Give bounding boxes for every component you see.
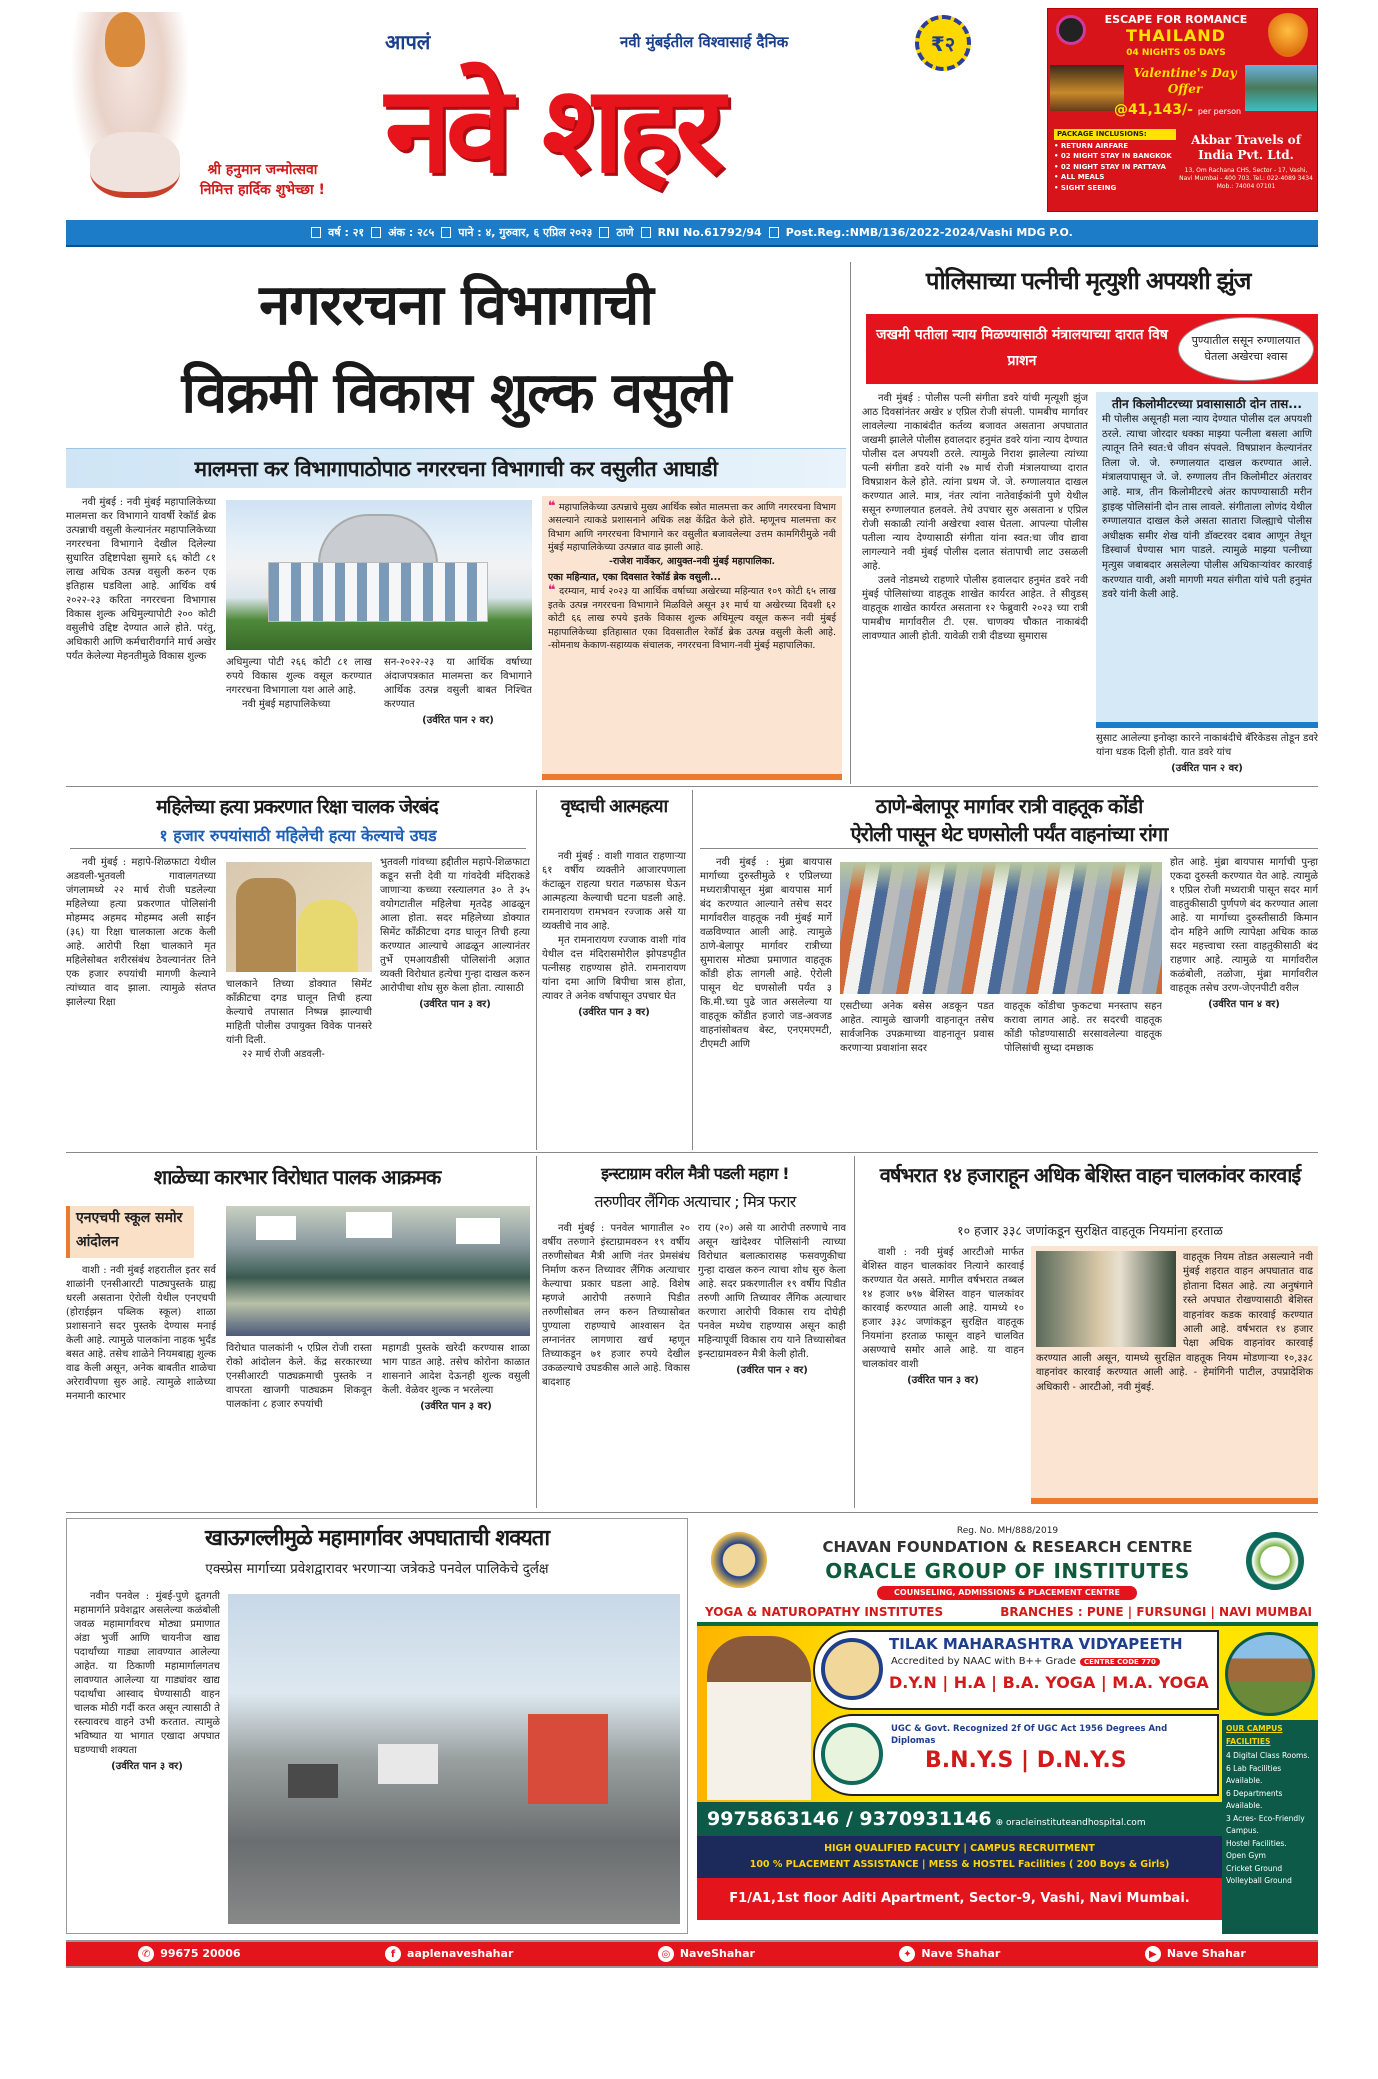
rickshaw-headline[interactable]: महिलेच्या हत्या प्रकरणात रिक्षा चालक जेरबंद	[156, 796, 438, 818]
rto-headline[interactable]: वर्षभरात १४ हजाराहून अधिक बेशिस्त वाहन चालकांवर कारवाई	[879, 1163, 1301, 1187]
police-body: नवी मुंबई : पोलीस पत्नी संगीता डवरे यांची मृत्यूशी झुंज आठ दिवसांनंतर अखेर ४ एप्रिल रोजी संपली. पामबीच मार्गावर लावलेल्या नाकाबंदीत कर्तव्य बजावत असताना अपघातात जखमी झालेले पोलीस हवालदार हनुमंत डवरे यांना न्याय देण्यात पोलीस दल अपयशी ठरले. त्यामुळे निराश झालेल्या त्यांच्या पत्नी संगीता डवरे यांनी २७ मार्च रोजी मंत्रालयाच्या दारात विषप्राशन केले होते. त्यांना प्रथम जे. जे. रुग्णालयात दाखल करण्यात आले. मात्र, नंतर त्यांना नातेवाईकांनी पुणे येथील ससून रुग्णालयात हलवले. तेथे उपचार सुरु असताना ४ एप्रिल रोजी सकाळी त्यांनी अखेरचा श्वास घेतला. आपल्या पोलीस पतीला न्याय देण्यासाठी संगीता यांना स्वत:चा जीव द्यावा लागल्याने नवी मुंबई पोलीस दलात संतापाची लाट उसळली आहे. उलवे नोडमध्ये राहणारे पोलीस हवालदार हनुमंत डवरे नवी मुंबई पोलिसांच्या वाहतूक शाखेत कार्यरत आहेत. ते सीवुडस् वाहतूक शाखेत कार्यरत असताना १२ फेब्रुवारी २०२३ च्या रात्री पामबीच मार्गावरील टी. एस. चाणक्य चौकात नाकाबंदी लावण्यात आली होती. यावेळी रात्री दीडच्या सुमारास	[862, 393, 1088, 642]
lead-column-1: नवी मुंबई : नवी मुंबई महापालिकेच्या मालमत्ता कर विभागाने यावर्षी रेकॉर्ड ब्रेक उत्पन्नाची वसुली केल्यानंतर महापालिकेच्या नगररचना विभागाने देखील दिलेल्या सुधारित उद्दिष्टापेक्षा सुमारे ६६ कोटी ८१ लाख अधिक उत्पन्न वसुली करुन एक इतिहास घडविला आहे. आर्थिक वर्ष २०२२-२३ करिता नगररचना विभागास विकास शुल्क अधिमुल्यापोटी २०० कोटी वसुलीचे उद्दिष्ट देण्यात आले होते. परंतु, अधिकारी आणि कर्मचारीवर्गाने मार्च अखेर पर्यंत केलेल्या मेहनतीमुळे विकास शुल्क	[66, 497, 216, 662]
rickshaw-col-1: नवी मुंबई : महापे-शिळफाटा येथील अडवली-भुतवली गावालगतच्या जंगलामध्ये २२ मार्च रोजी घडलेल्या महिलेच्या हत्या प्रकरणात पोलिसांनी मोहम्मद अहमद मोहम्मद अली साईन (३६) या रिक्षा चालकाला अटक केली आहे. आरोपी रिक्षा चालकाने मृत महिलेसोबत शरीरसंबंध ठेवल्यानंतर तिने एक हजार रुपयांची मागणी केल्याने त्यांच्यात वाद झाला. त्यामुळे संतप्त झालेल्या रिक्षा	[66, 857, 216, 1008]
school-col-2: विरोधात पालकांनी ५ एप्रिल रोजी रास्ता रोको आंदोलन केले. केंद्र सरकारच्या एनसीआरटी पाठ्यक्रमाची पुस्तके न वापरता खाजगी पाठ्यक्रम शिकवून पालकांना ८ हजार रुपयांची	[226, 1343, 372, 1410]
quote-mark-icon: ❝	[548, 583, 556, 599]
akbar-logo-icon	[1056, 15, 1086, 45]
continued-note[interactable]: (उर्वरित पान ३ वर)	[578, 1007, 650, 1018]
protest-photo	[226, 1206, 530, 1336]
facility-item: 3 Acres- Eco-Friendly Campus.	[1226, 1813, 1305, 1835]
lead-subheadline: मालमत्ता कर विभागापाठोपाठ नगररचना विभागाची कर वसुलीत आघाडी	[66, 448, 846, 488]
ad-price: @41,143/- per person	[1114, 102, 1242, 118]
facility-item: Cricket Ground	[1226, 1863, 1283, 1873]
facility-item: Volleyball Ground	[1226, 1876, 1292, 1885]
continued-note[interactable]: (उर्वरित पान ३ वर)	[420, 1401, 492, 1412]
ad-company: Akbar Travels of India Pvt. Ltd.	[1191, 133, 1301, 162]
year: वर्ष : २१	[328, 226, 365, 239]
suicide-body: नवी मुंबई : वाशी गावात राहणाऱ्या ६१ वर्षीय व्यक्तीने आजारपणाला कंटाळून राहत्या घरात गळफास घेऊन आत्महत्या केल्याची घटना घडली आहे. रामनारायण रामभवन रज्जाक असे या व्यक्तीचे नाव आहे. मृत रामनारायण रज्जाक वाशी गांव येथील दत्त मंदिरासमोरील झोपडपट्टीत पत्नीसह राहण्यास होते. रामनारायण यांना दमा आणि बिपीचा त्रास होता, त्यावर ते अनेक वर्षापासून उपचार घेत (उर्वरित पान ३ वर)	[542, 851, 686, 1018]
continued-note[interactable]: (उर्वरित पान २ वर)	[1171, 763, 1243, 774]
courses-2: B.N.Y.S | D.N.Y.S	[925, 1748, 1127, 1773]
yoga-tag: YOGA & NATUROPATHY INSTITUTES	[705, 1605, 944, 1619]
beach-photo	[1245, 65, 1317, 111]
footer-youtube[interactable]: ▶ Nave Shahar	[1145, 1946, 1246, 1962]
box-body: मी पोलीस असूनही मला न्याय देण्यात पोलीस दल अपयशी ठरले. त्याचा जोरदार धक्का माझ्या पत्नीला बसला आणि त्यातून तिने स्वत:चे जीवन संपवले. विषप्राशन केल्यानंतर तिला जे. जे. रुग्णालयात दाखल करण्यात आले. मंत्रालयापासून जे. जे. रुग्णालय तीन किलोमीटर अंतरावर आहे. मात्र, तीन किलोमीटरचे अंतर कापण्यासाठी मरीन ड्राइव्ह पोलिसांनी दोन तास लावले. संगीताला लोणंद येथील रुग्णालयात दाखल केले असता सातारा जिल्ह्याचे पोलीस अधीक्षक समीर शेख यांनी डॉक्टरवर दबाव आणून तेथून डिस्चार्ज घेण्यास भाग पाडले. त्यामुळे माझ्या पत्नीच्या मृत्युस जबाबदार असलेल्या पोलीस अधिकाऱ्यांवर कारवाई करण्यात यावी, अशी मागणी मयत संगीता यांचे पती हनुमंत डवरे यांनी केली आहे.	[1102, 414, 1312, 601]
ad-address: 13, Om Rachana CHS, Sector - 17, Vashi, Navi Mumbai - 400 703. Tel.: 022-4089 3434 Mob.: 74004 07101	[1179, 167, 1313, 190]
bullet-box-icon	[371, 227, 381, 238]
school-tag: एनएचपी स्कूल समोर आंदोलन	[66, 1206, 194, 1258]
website-link: oracleinstituteandhospital.com	[1005, 1818, 1146, 1828]
banner-text: जखमी पतीला न्याय मिळण्यासाठी मंत्रालयाच्या दारात विष प्राशन	[876, 327, 1168, 369]
bullet-box-icon	[441, 227, 451, 238]
greeting-line-2: निमित्त हार्दिक शुभेच्छा !	[200, 182, 325, 198]
continued-note[interactable]: (उर्वरित पान ३ वर)	[419, 999, 491, 1010]
facility-item: 6 Lab Facilities Available.	[1226, 1763, 1282, 1785]
inclusion-item: • ALL MEALS	[1054, 173, 1105, 181]
police-sidebar-box	[1096, 392, 1318, 728]
traffic-headline[interactable]: ठाणे-बेलापूर मार्गावर रात्री वाहतूक कोंडी ऐरोली पासून थेट घणसोली पर्यंत वाहनांच्या रांगा	[700, 792, 1318, 849]
illustration-police-photo	[226, 862, 372, 972]
lead-column-2: अधिमुल्या पोटी २६६ कोटी ८१ लाख रुपये विकास शुल्क वसूल करण्यात नगररचना विभागाला यश आले आहे. नवी मुंबई महापालिकेच्या	[226, 657, 372, 710]
footer-facebook[interactable]: f aaplenaveshahar	[385, 1946, 513, 1962]
facility-item: 6 Departments Available.	[1226, 1788, 1283, 1810]
capsule-label: COUNSELING, ADMISSIONS & PLACEMENT CENTRE	[877, 1586, 1137, 1600]
tagline: नवी मुंबईतील विश्वासार्ह दैनिक	[620, 33, 789, 51]
ad-line1: ESCAPE FOR ROMANCE	[1104, 13, 1248, 26]
highway-headline[interactable]: खाऊगल्लीमुळे महामार्गावर अपघाताची शक्यता	[204, 1526, 550, 1551]
twitter-icon: ✦	[899, 1946, 915, 1962]
school-col-1: वाशी : नवी मुंबई शहरातील इतर सर्व शाळांनी एनसीआरटी पाठ्यपुस्तके ग्राह्य धरली असताना ऐरोली येथील एनएचपी (होराईझन पब्लिक स्कूल) शाळा प्रशासनाने सदर पुस्तके देण्यास मनाई केली आहे. त्यामुळे पालकांना नाहक भुर्दंड बसत आहे. तसेच शाळेने नियमबाह्य शुल्क वाढ केली असून, अनेक बाबतीत शाळेचा अरेरावीपणा सुरु आहे. त्यामुळे शाळेच्या मनमानी कारभार	[66, 1265, 216, 1402]
quote-box	[542, 496, 842, 780]
nmmc-building-photo	[226, 500, 532, 650]
police-headline[interactable]: पोलिसाच्या पत्नीची मृत्युशी अपयशी झुंज	[925, 267, 1251, 295]
tmv-seal-icon	[711, 1532, 767, 1588]
ugc-box: UGC & Govt. Recognized 2f Of UGC Act 1956 Degrees And Diplomas B.N.Y.S | D.N.Y.S	[813, 1714, 1219, 1796]
suicide-headline[interactable]: वृध्दाची आत्महत्या	[560, 796, 668, 817]
reg-number: Reg. No. MH/888/2019	[956, 1526, 1059, 1536]
police-red-banner	[866, 314, 1318, 384]
continued-note[interactable]: (उर्वरित पान ३ वर)	[907, 1375, 979, 1386]
hanuman-image	[70, 12, 190, 202]
rickshaw-subheadline: १ हजार रुपयांसाठी महिलेची हत्या केल्याचे उघड	[70, 824, 526, 849]
post-reg: Post.Reg.:NMB/136/2022-2024/Vashi MDG P.O.	[785, 226, 1073, 239]
lead-headline[interactable]: नगररचना विभागाची विक्रमी विकास शुल्क वसुली	[181, 273, 731, 426]
inclusion-item: • 02 NIGHT STAY IN PATTAYA	[1054, 162, 1166, 171]
footer-instagram[interactable]: ◎ NaveShahar	[658, 1946, 755, 1962]
rickshaw-col-3: भुतवली गांवच्या हद्दीतील महापे-शिळफाटा कडून सत्ती देवी या गांवदेवी मंदिराकडे जाणाऱ्या कच्च्या रस्त्यालगत ३० ते ३५ वयोगटातील महिलेचा मृतदेह आढळून आला होता. सदर महिलेच्या डोक्यात सिमेंट कॉंक्रीटचा दगड घालून तिची हत्या करण्यात आल्याचे आढळून आल्यानंतर तुर्भे एमआयडीसी पोलिसांनी अज्ञात व्यक्ती विरोधात हत्येचा गुन्हा दाखल करुन आरोपीचा शोध सुरु केला होता. त्यासाठी (उर्वरित पान ३ वर)	[380, 857, 530, 1010]
youtube-icon: ▶	[1145, 1946, 1161, 1962]
ad-destination: THAILAND	[1126, 26, 1226, 45]
quote-2: दरम्यान, मार्च २०२३ या आर्थिक वर्षाच्या अखेरच्या महिन्यात १०९ कोटी ६५ लाख इतके उत्पन्न नगररचना विभागाने मिळविले असून ३१ मार्च या अखेरच्या दिवशी ६२ कोटी ६६ लाख रुपये इतके विकास शुल्क अधिमूल्य वसूल करून नवी मुंबई महापालिकेच्या इतिहासात एका दिवसातील रेकॉर्ड ब्रेक उत्पन्न वसुली केली आहे. -सोमनाथ केकाण-सहाय्यक संचालक, नगररचना विभाग-नवी मुंबई महापालिका.	[548, 586, 836, 652]
bullet-box-icon	[599, 227, 609, 238]
group-name: ORACLE GROUP OF INSTITUTES	[825, 1559, 1190, 1583]
bangkok-photo	[1050, 65, 1124, 111]
instagram-col-1: नवी मुंबई : पनवेल भागातील २० वर्षीय तरुणाने इंस्टाग्रामवरुन १९ वर्षीय तरुणीसोबत मैत्री आणि नंतर प्रेमसंबंध निर्माण करुन तिच्यावर लैंगिक अत्याचार केल्याचा प्रकार घडला आहे. विशेष म्हणजे आरोपी तरुणाने पिडीत तरुणीसोबत लग्न करुन तिच्यासोबत पुण्याला राहण्याचे आश्वासन देत लग्नानंतर लागणारा खर्च म्हणून तिच्याकडून ७१ हजार रुपये देखील उकळल्याचे उघडकीस आले आहे. विकास बादशाह	[542, 1223, 690, 1388]
greeting	[200, 160, 325, 200]
greeting-line-1: श्री हनुमान जन्मोत्सवा	[207, 162, 318, 178]
campus-facilities: OUR CAMPUS FACILITIES 4 Digital Class Rooms. 6 Lab Facilities Available. 6 Departments Available. 3 Acres- Eco-Friendly Campus. Hostel Facilities. Open Gym Cricket Ground Volleyball Ground	[1222, 1720, 1318, 1934]
bullet-box-icon	[641, 227, 651, 238]
footer-twitter[interactable]: ✦ Nave Shahar	[899, 1946, 1000, 1962]
continued-note[interactable]: (उर्वरित पान २ वर)	[422, 715, 494, 726]
quote-1-author: -राजेश नार्वेकर, आयुक्त-नवी मुंबई महापालिका.	[609, 555, 775, 567]
traffic-col-2: एसटीच्या अनेक बसेस अडकून पडत आहेत. त्यामुळे खाजगी वाहनातून तसेच सार्वजनिक उपक्रमाच्या वाहनातून प्रवास करणाऱ्या प्रवाशांना सदर	[840, 1001, 994, 1054]
title-prefix: आपलं	[385, 30, 431, 54]
tmv-box: TILAK MAHARASHTRA VIDYAPEETH Accredited by NAAC with B++ Grade CENTRE CODE 770 D.Y.N | H.A | B.A. YOGA | M.A. YOGA	[813, 1630, 1219, 1710]
continued-note[interactable]: (उर्वरित पान ३ वर)	[111, 1761, 183, 1772]
features-bar: HIGH QUALIFIED FACULTY | CAMPUS RECRUITMENT 100 % PLACEMENT ASSISTANCE | MESS & HOSTEL Facilities ( 200 Boys & Girls)	[697, 1836, 1222, 1878]
continued-note[interactable]: (उर्वरित पान २ वर)	[736, 1365, 808, 1376]
oracle-address: F1/A1,1st floor Aditi Apartment, Sector-9, Vashi, Navi Mumbai.	[697, 1878, 1222, 1920]
social-footer	[66, 1940, 1318, 1968]
rni: RNI No.61792/94	[657, 226, 762, 239]
heart-image-icon	[1268, 13, 1308, 57]
info-strip	[66, 220, 1318, 247]
school-headline[interactable]: शाळेच्या कारभार विरोधात पालक आक्रमक	[153, 1165, 441, 1189]
campus-photo	[1225, 1632, 1315, 1716]
inclusions-list	[1054, 129, 1176, 193]
tmv-logo-icon	[821, 1638, 883, 1700]
ad-duration: 04 NIGHTS 05 DAYS	[1126, 48, 1226, 58]
traffic-jam-photo	[840, 862, 1162, 994]
inclusions-title: PACKAGE INCLUSIONS:	[1054, 129, 1176, 140]
tree-logo-icon	[821, 1723, 883, 1785]
inclusion-item: • RETURN AIRFARE	[1054, 141, 1129, 150]
issue: अंक : २८५	[388, 226, 435, 239]
quote-1: महापालिकेच्या उत्पन्नाचे मुख्य आर्थिक स्त्रोत मालमत्ता कर आणि नगररचना विभाग असल्याने त्याकडे प्रशासनाने अधिक लक्ष केंद्रित केले होते. म्हणूनच मालमत्ता कर विभाग आणि नगररचना विभागाने कर वसुलीत बजावलेल्या उत्तम कामगिरीमुळे नवी मुंबई महापालिकेच्या उत्पन्नात वाढ झाली आहे.	[548, 502, 837, 554]
rto-col-1: वाशी : नवी मुंबई आरटीओ मार्फत बेशिस्त वाहन चालकांवर नित्याने कारवाई करण्यात येत असते. मागील वर्षभरात तब्बल १४ हजार ७९७ बेशिस्त वाहन चालकांवर कारवाई करण्यात आली आहे. यामध्ये १० हजार ३३८ जणांकडून सुरक्षित वाहतूक नियमांना हरताळ फासून वाहने चालवित असण्याचे समोर आले आहे. या वाहन चालकांवर वाशी (उर्वरित पान ३ वर)	[862, 1247, 1024, 1386]
traffic-col-3: वाहतूक कोंडीचा फुकटचा मनस्ताप सहन करावा लागत आहे. तर सदरची वाहतूक कोंडी फोडण्यासाठी सरसावलेल्या वाहतूक पोलिसांची सुध्दा दमछाक	[1004, 1001, 1162, 1054]
traffic-col-4: होत आहे. मुंब्रा बायपास मार्गाची पुन्हा एकदा दुरुस्ती करण्यात येत आहे. त्यामुळे १ एप्रिल रोजी मध्यरात्री पासून सदर मार्ग वाहतुकीसाठी पुर्णपणे बंद करण्यात आला आहे. या मार्गाच्या दुरुस्तीसाठी किमान दोन महिने आणि त्यापेक्षा अधिक काळ सदर महत्त्वाचा रस्ता वाहतुकीसाठी बंद राहणार आहे. त्यामुळे या मार्गावरील कळंबोली, तळोजा, मुंब्रा मार्गावरील वाहतूक तसेच उरण-जेएनपीटी वरील (उर्वरित पान ४ वर)	[1170, 857, 1318, 1010]
quote-mark-icon: ❝	[548, 499, 556, 514]
lead-column-3: सन-२०२२-२३ या आर्थिक वर्षाच्या अंदाजपत्रकात मालमत्ता कर विभागाने आर्थिक उत्पन्न वसुली बाबत निश्चित करण्यात (उर्वरित पान २ वर)	[384, 657, 532, 726]
rto-quote-box: वाहतूक नियम तोडत असल्याने नवी मुंबई शहरात वाहन अपघातात वाढ होताना दिसत आहे. त्या अनुषंगाने रस्ते अपघात रोखण्यासाठी बेशिस्त वाहनांवर कडक कारवाई करण्यात आली आहे. वर्षभरात १४ हजार पेक्षा अधिक वाहनांवर कारवाई करण्यात आली असून, यामध्ये सुरक्षित वाहतूक नियम मोडणाऱ्या १०,३३८ वाहनांवर कारवाई करण्यात आली आहे. - हेमांगिनी पाटील, उपप्रादेशिक अधिकारी - आरटीओ, नवी मुंबई.	[1031, 1246, 1318, 1504]
newspaper-title[interactable]: नवे शहर	[385, 61, 719, 200]
instagram-subheadline: तरुणीवर लैंगिक अत्याचार ; मित्र फरार	[594, 1192, 796, 1211]
police-tail: सुसाट आलेल्या इनोव्हा कारने नाकाबंदीचे बॅरिकेडस तोडून डवरे यांना धडक दिली होती. यात डवरे यांच (उर्वरित पान २ वर)	[1096, 733, 1318, 774]
highway-photo	[228, 1594, 680, 1924]
oracle-seal-icon	[1246, 1532, 1304, 1590]
footer-whatsapp[interactable]: ✆ 99675 20006	[138, 1946, 240, 1962]
phone-bar[interactable]: 9975863146 / 9370931146 ⊕ oracleinstituteandhospital.com	[697, 1802, 1222, 1836]
whatsapp-icon: ✆	[138, 1946, 154, 1962]
facebook-icon: f	[385, 1946, 401, 1962]
travel-advertisement[interactable]	[1047, 8, 1318, 212]
facility-item: Open Gym	[1226, 1851, 1266, 1860]
price-badge: ₹२	[915, 15, 971, 71]
highway-body: नवीन पनवेल : मुंबई-पुणे द्रुतगती महामार्गाने प्रवेशद्वार असलेल्या कळंबोली जवळ महामार्गावरच मोठ्या प्रमाणात अंडा भुर्जी आणि चायनीज खाद्य पदार्थांच्या गाड्या लावण्यात आलेल्या आहेत. या ठिकाणी महामार्गालगतच लावण्यात आलेल्या या गाड्यांवर खाद्य पदार्थांचा आस्वाद घेण्यासाठी वाहन चालक मोठी गर्दी करत असून त्यासाठी ते रस्त्यावरच वाहने उभी करतात. त्यामुळे भविष्यात या भागात एखादा अपघात घडण्याची शक्यता (उर्वरित पान ३ वर)	[74, 1591, 220, 1772]
oval-callout: पुण्यातील ससून रुग्णालयात घेतला अखेरचा श्वास	[1178, 317, 1314, 381]
foundation-name: CHAVAN FOUNDATION & RESEARCH CENTRE	[822, 1538, 1193, 1556]
inclusion-item: • SIGHT SEEING	[1054, 183, 1117, 192]
continued-note[interactable]: (उर्वरित पान ४ वर)	[1208, 999, 1280, 1010]
city: ठाणे	[616, 226, 634, 239]
pages-date: पाने : ४, गुरुवार, ६ एप्रिल २०२३	[458, 226, 593, 239]
inclusion-item: • 02 NIGHT STAY IN BANGKOK	[1054, 152, 1172, 160]
traffic-col-1: नवी मुंबई : मुंब्रा बायपास मार्गाच्या दुरुस्तीमुळे १ एप्रिलच्या मध्यरात्रीपासून मुंब्रा बायपास मार्ग बंद करण्यात आल्याने तसेच सदर मार्गावरील वाहतूक नवी मुंबई मार्गे वळविण्यात आली आहे. त्यामुळे ठाणे-बेलापूर मार्गावर रात्रीच्या सुमारास मोठ्या प्रमाणात वाहतूक कोंडी होऊ लागली आहे. ऐरोली पासून थेट घणसोली पर्यंत ३ कि.मी.च्या पुढे जात असलेल्या या वाहतूक कोंडीत हजारो जड-अवजड वाहनांसोबतच बेस्ट, एनएमएमटी, टीएमटी आणि	[700, 857, 832, 1050]
centre-code-badge: CENTRE CODE 770	[1080, 1658, 1160, 1666]
quote-2-heading: एका महिन्यात, एका दिवसात रेकॉर्ड ब्रेक वसुली...	[548, 572, 721, 584]
rto-officer-photo	[1036, 1251, 1176, 1347]
instagram-headline[interactable]: इन्स्टाग्राम वरील मैत्री पडली महाग ! तरुणीवर लैंगिक अत्याचार ; मित्र फरार	[542, 1160, 848, 1216]
bullet-box-icon	[311, 227, 321, 238]
branches: BRANCHES : PUNE | FURSUNGI | NAVI MUMBAI	[1000, 1605, 1312, 1619]
ad-offer: Valentine's Day Offer	[1133, 66, 1237, 96]
instagram-icon: ◎	[658, 1946, 674, 1962]
instagram-col-2: राय (२०) असे या आरोपी तरुणाचे नाव असून खांदेश्वर पोलिसांनी त्याच्या विरोधात बलात्कारासह फसवणुकीचा गुन्हा दाखल करुन त्याचा शोध सुरु केला आहे. सदर प्रकरणातील १९ वर्षीय पिडीत तरुणी आणि तिच्यावर लैंगिक अत्याचार करणारा आरोपी विकास राय दोघेही पनवेल मध्येच राहण्यास असून काही महिन्यापूर्वी विकास राय याने तिच्यासोबत इन्स्टाग्रामवरुन मैत्री केली होती. (उर्वरित पान २ वर)	[698, 1223, 846, 1376]
facility-item: Hostel Facilities.	[1226, 1838, 1287, 1848]
rickshaw-col-2: चालकाने तिच्या डोक्यात सिमेंट कॉंक्रीटचा दगड घालून तिची हत्या केल्याचे तपासात निष्पन्न झाल्याची माहिती पोलीस उपायुक्त विवेक पानसरे यांनी दिली. २२ मार्च रोजी अडवली-	[226, 979, 372, 1060]
school-col-3: महागडी पुस्तके खरेदी करण्यास शाळा भाग पाडत आहे. तसेच कोरोना काळात शासनाने आदेश देऊनही शुल्क वसुली केली. वेळेवर शुल्क न भरलेल्या (उर्वरित पान ३ वर)	[382, 1343, 530, 1412]
box-heading: तीन किलोमीटरच्या प्रवासासाठी दोन तास...	[1112, 397, 1302, 411]
courses-1: D.Y.N | H.A | B.A. YOGA | M.A. YOGA	[889, 1673, 1209, 1692]
bullet-box-icon	[769, 227, 779, 238]
director-photo	[707, 1636, 811, 1800]
highway-subheadline: एक्स्प्रेस मार्गाच्या प्रवेशद्वारावर भरणाऱ्या जत्रेकडे पनवेल पालिकेचे दुर्लक्ष	[205, 1561, 549, 1577]
facility-item: 4 Digital Class Rooms.	[1226, 1751, 1310, 1760]
rto-subheadline: १० हजार ३३८ जणांकडून सुरक्षित वाहतूक नियमांना हरताळ	[957, 1223, 1223, 1238]
oracle-advertisement[interactable]	[697, 1524, 1318, 1934]
